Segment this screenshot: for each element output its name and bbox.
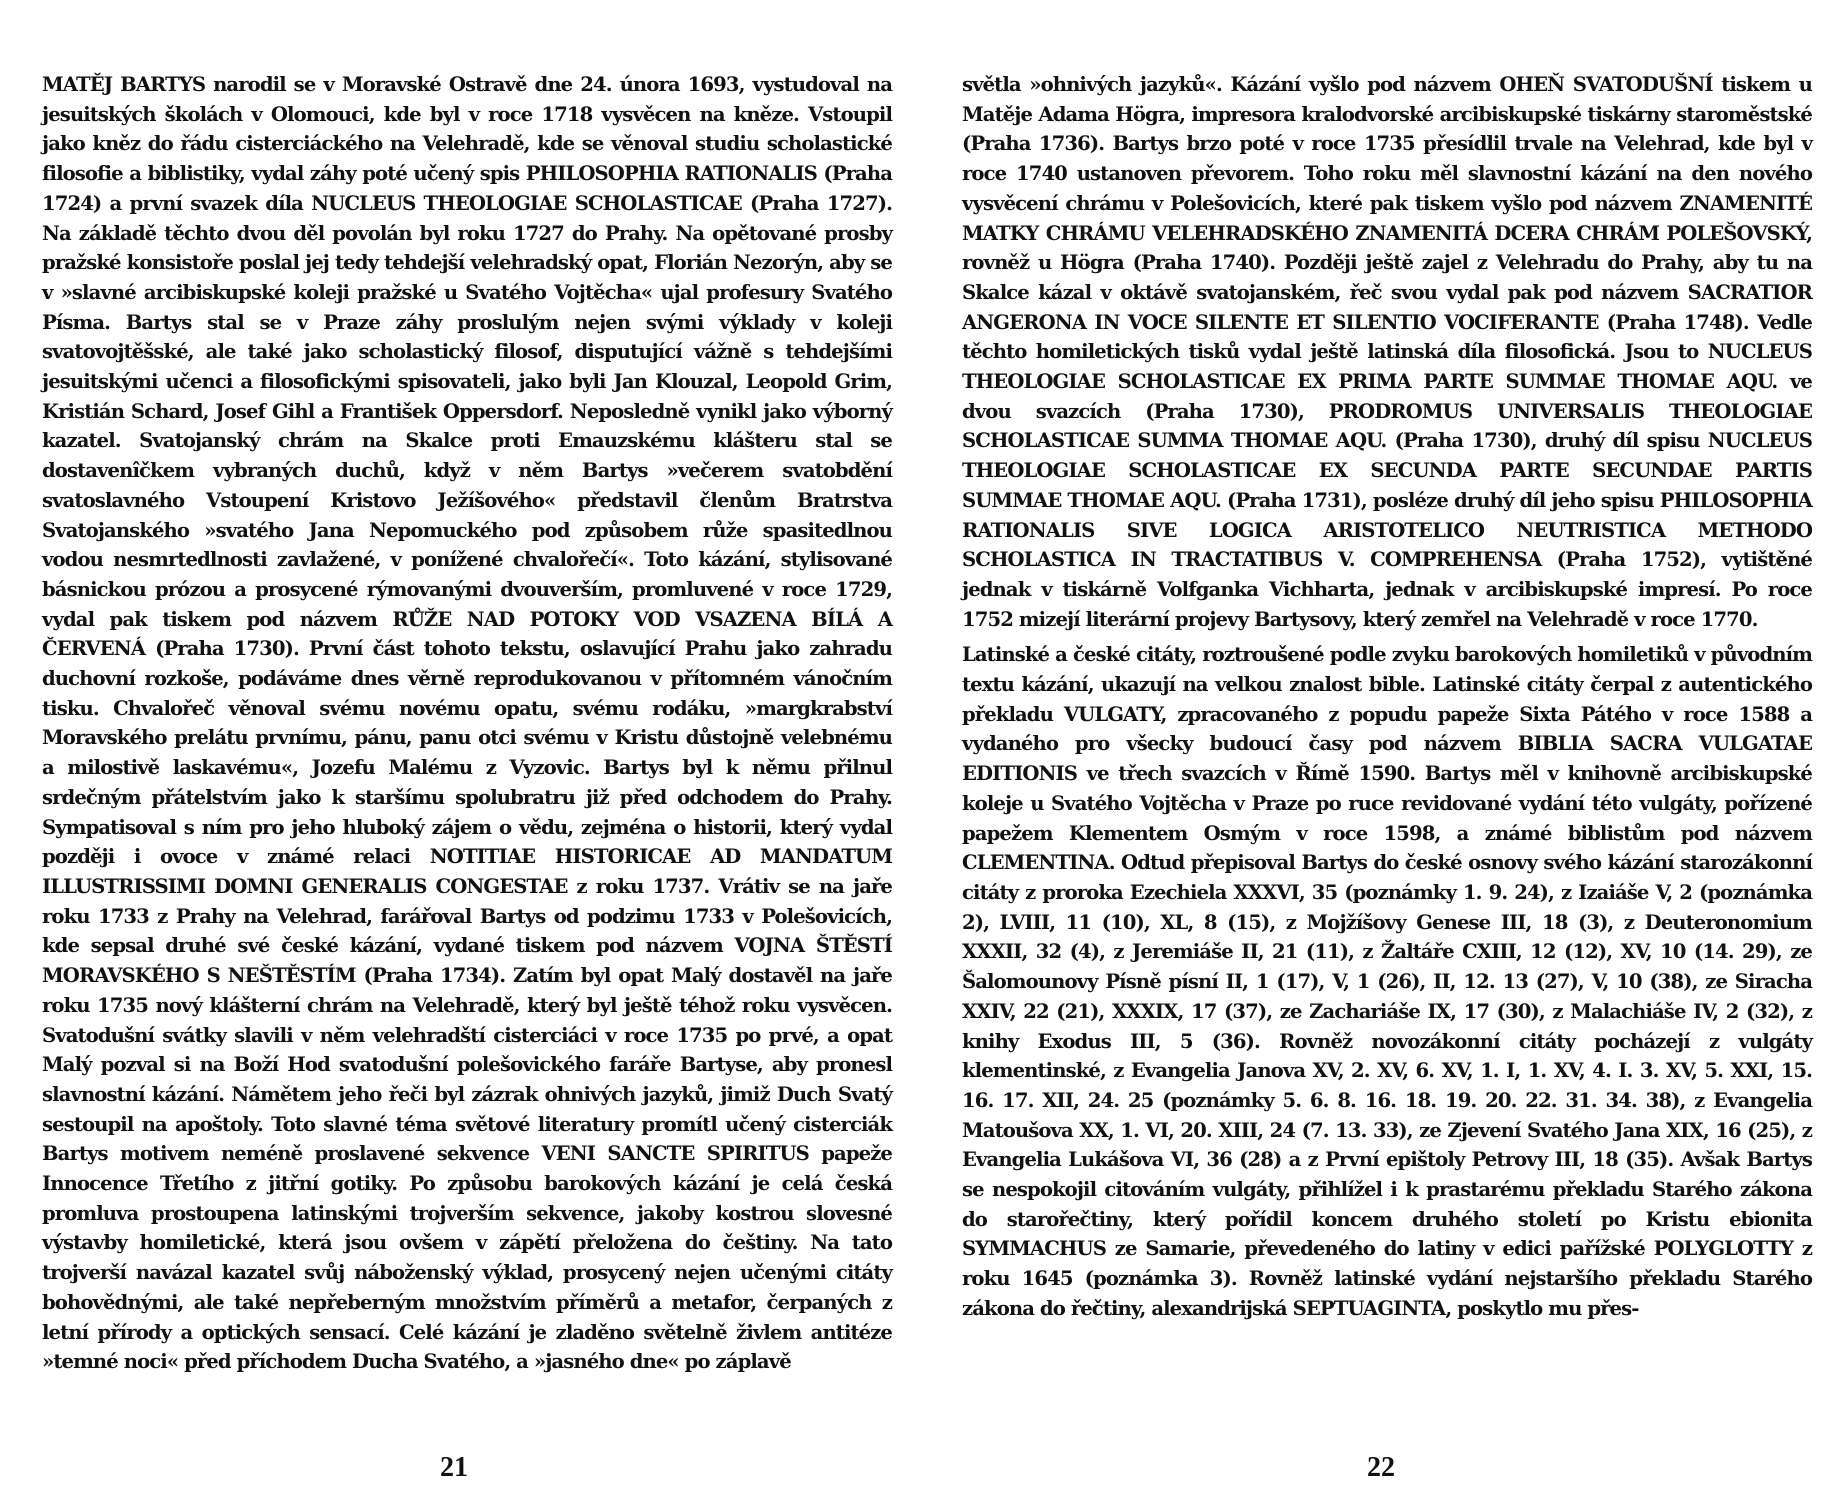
right-paragraph-1: světla »ohnivých jazyků«. Kázání vyšlo pod názvem OHEŇ SVATODUŠNÍ tiskem u Matěje Adama Högra, impresora kralodvorské arcibiskupské tiskárny staroměstské (Praha 1736). Bartys brzo poté v roce 1735 přesídlil trvale na Velehrad, kde byl v roce 1740 ustanoven převorem. Toho roku měl slavnostní kázání na den nového vysvěcení chrámu v Polešovicích, které pak tiskem vyšlo pod názvem ZNAMENITÉ MATKY CHRÁMU VELEHRADSKÉHO ZNAMENITÁ DCERA CHRÁM POLEŠOVSKÝ, rovněž u Högra (Praha 1740). Později ještě zajel z Velehradu do Prahy, aby tu na Skalce kázal v oktávě svatojanském, řeč svou vydal pak pod názvem SACRATIOR ANGERONA IN VOCE SILENTE ET SILENTIO VOCIFERANTE (Praha 1748). Vedle těchto homiletických tisků vydal ještě latinská díla filosofická. Jsou to NUCLEUS THEOLOGIAE SCHOLASTICAE EX PRIMA PARTE SUMMAE THOMAE AQU. ve dvou svazcích (Praha 1730), PRODROMUS UNIVERSALIS THEOLOGIAE SCHOLASTICAE SUMMA THOMAE AQU. (Praha 1730), druhý díl spisu NUCLEUS THEOLOGIAE SCHOLASTICAE EX SECUNDA PARTE SECUNDAE PARTIS SUMMAE THOMAE AQU. (Praha 1731), posléze druhý díl jeho spisu PHILOSOPHIA RATIONALIS SIVE LOGICA ARISTOTELICO NEUTRISTICA METHODO SCHOLASTICA IN TRACTATIBUS V. COMPREHENSA (Praha 1752), vytištěné jednak v tiskárně Volfganka Vichharta, jednak v arcibiskupské impresí. Po roce 1752 mizejí literární projevy Bartysovy, který zemřel na Velehradě v roce 1770. bbox=[962, 73, 1812, 631]
left-page bbox=[30, 0, 900, 1500]
page-number-22: 22 bbox=[1367, 1452, 1395, 1483]
right-paragraph-2: Latinské a české citáty, roztroušené podle zvyku barokových homiletiků v původním textu kázání, ukazují na velkou znalost bible. Latinské citáty čerpal z autentického překladu VULGATY, zpracovaného z popudu papeže Sixta Pátého v roce 1588 a vydaného pro všecky budoucí časy pod názvem BIBLIA SACRA VULGATAE EDITIONIS ve třech svazcích v Římě 1590. Bartys měl v knihovně arcibiskupské koleje u Svatého Vojtěcha v Praze po ruce revidované vydání této vulgáty, pořízené papežem Klementem Osmým v roce 1598, a známé biblistům pod názvem CLEMENTINA. Odtud přepisoval Bartys do české osnovy svého kázání starozákonní citáty z proroka Ezechiela XXXVI, 35 (poznámky 1. 9. 24), z Izaiáše V, 2 (poznámka 2), LVIII, 11 (10), XL, 8 (15), z Mojžíšovy Genese III, 18 (3), z Deuteronomium XXXII, 32 (4), z Jeremiáše II, 21 (11), z Žaltáře CXIII, 12 (12), XV, 10 (14. 29), ze Šalomounovy Písně písní II, 1 (17), V, 1 (26), II, 12. 13 (27), V, 10 (38), ze Siracha XXIV, 22 (21), XXXIX, 17 (37), ze Zachariáše IX, 17 (30), z Malachiáše IV, 2 (32), z knihy Exodus III, 5 (36). Rovněž novozákonní citáty pocházejí z vulgáty klementinské, z Evangelia Janova XV, 2. XV, 6. XV, 1. I, 1. XV, 4. I. 3. XV, 5. XXI, 15. 16. 17. XII, 24. 25 (poznámky 5. 6. 8. 16. 18. 19. 20. 22. 31. 34. 38), z Evangelia Matoušova XX, 1. VI, 20. XIII, 24 (7. 13. 33), ze Zjevení Svatého Jana XIX, 16 (25), z Evangelia Lukášova VI, 36 (28) a z První epištoly Petrovy III, 18 (35). Avšak Bartys se nespokojil citováním vulgáty, přihlížel i k prastarému překladu Starého zákona do starořečtiny, který pořídil koncem druhého století po Kristu ebionita SYMMACHUS ze Samarie, převedeného do latiny v edici pařížské POLYGLOTTY z roku 1645 (poznámka 3). Rovněž latinské vydání nejstaršího překladu Starého zákona do řečtiny, alexandrijská SEPTUAGINTA, poskytlo mu přes- bbox=[962, 643, 1812, 1320]
right-page-text bbox=[962, 70, 1812, 1324]
left-page-text bbox=[42, 70, 892, 1377]
right-page bbox=[940, 0, 1810, 1500]
left-paragraph-1: MATĚJ BARTYS narodil se v Moravské Ostravě dne 24. února 1693, vystudoval na jesuitských školách v Olomouci, kde byl v roce 1718 vysvěcen na kněze. Vstoupil jako kněz do řádu cisterciáckého na Velehradě, kde se věnoval studiu scholastické filosofie a biblistiky, vydal záhy poté učený spis PHILOSOPHIA RATIONALIS (Praha 1724) a první svazek díla NUCLEUS THEOLOGIAE SCHOLASTICAE (Praha 1727). Na základě těchto dvou děl povolán byl roku 1727 do Prahy. Na opětované prosby pražské konsistoře poslal jej tedy tehdejší velehradský opat, Florián Nezorýn, aby se v »slavné arcibiskupské koleji pražské u Svatého Vojtěcha« ujal profesury Svatého Písma. Bartys stal se v Praze záhy proslulým nejen svými výklady v koleji svatovojtěšské, ale také jako scholastický filosof, disputující vážně s tehdejšími jesuitskými učenci a filosofickými spisovateli, jako byli Jan Klouzal, Leopold Grim, Kristián Schard, Josef Gihl a František Oppersdorf. Neposledně vynikl jako výborný kazatel. Svatojanský chrám na Skalce proti Emauzskému klášteru stal se dostavenîčkem vybraných duchů, když v něm Bartys »večerem svatobdění svatoslavného Vstoupení Kristovo Ježíšového« představil členům Bratrstva Svatojanského »svatého Jana Nepomuckého pod způsobem růže spasitedlnou vodou nesmrtedlnosti zavlažené, v ponížené chvalořečí«. Toto kázání, stylisované básnickou prózou a prosycené rýmovanými dvouverším, promluvené v roce 1729, vydal pak tiskem pod názvem RŮŽE NAD POTOKY VOD VSAZENA BÍLÁ A ČERVENÁ (Praha 1730). První část tohoto tekstu, oslavující Prahu jako zahradu duchovní rozkoše, podáváme dnes věrně reprodukovanou v přítomném vánočním tisku. Chvalořeč věnoval svému novému opatu, svému rodáku, »margkrabství Moravského prelátu prvnímu, pánu, panu otci svému v Kristu důstojně velebnému a milostivě laskavému«, Jozefu Malému z Vyzovic. Bartys byl k němu přilnul srdečným přátelstvím jako k staršímu spolubratru již před odchodem do Prahy. Sympatisoval s ním pro jeho hluboký zájem o vědu, zejména o historii, který vydal později i ovoce v známé relaci NOTITIAE HISTORICAE AD MANDATUM ILLUSTRISSIMI DOMNI GENERALIS CONGESTAE z roku 1737. Vrátiv se na jaře roku 1733 z Prahy na Velehrad, farářoval Bartys od podzimu 1733 v Polešovicích, kde sepsal druhé své české kázání, vydané tiskem pod názvem VOJNA ŠTĚSTÍ MORAVSKÉHO S NEŠTĚSTÍM (Praha 1734). Zatím byl opat Malý dostavěl na jaře roku 1735 nový klášterní chrám na Velehradě, který byl ještě téhož roku vysvěcen. Svatodušní svátky slavili v něm velehradští cisterciáci v roce 1735 po prvé, a opat Malý pozval si na Boží Hod svatodušní polešovického faráře Bartyse, aby pronesl slavnostní kázání. Námětem jeho řeči byl zázrak ohnivých jazyků, jimiž Duch Svatý sestoupil na apoštoly. Toto slavné téma světové literatury promítl učený cisterciák Bartys motivem neméně proslavené sekvence VENI SANCTE SPIRITUS papeže Innocence Třetího z jitřní gotiky. Po způsobu barokových kázání je celá česká promluva prostoupena latinskými trojverším sekvence, jakoby kostrou slovesné výstavby homiletické, která jsou ovšem v zápětí přeložena do češtiny. Na tato trojverší navázal kazatel svůj náboženský výklad, prosycený nejen učenými citáty bohovědnými, ale také nepřeberným množstvím příměrů a metafor, čerpaných z letní přírody a optických sensací. Celé kázání je zladěno světelně živlem antitéze »temné noci« před příchodem Ducha Svatého, a »jasného dne« po záplavě bbox=[42, 73, 892, 1374]
page-number-21: 21 bbox=[440, 1452, 468, 1483]
